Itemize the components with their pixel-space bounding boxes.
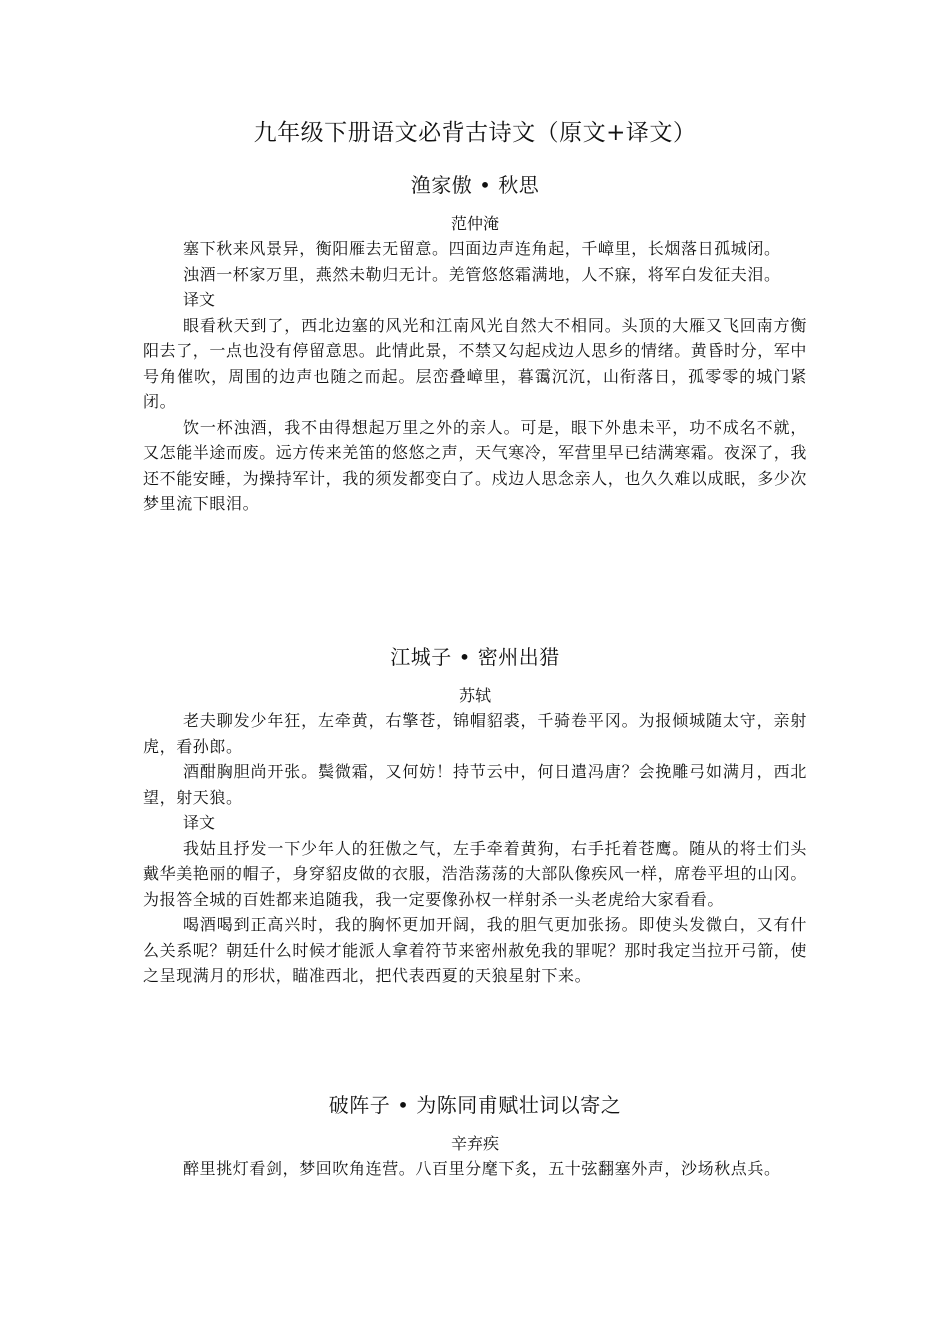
- translation-paragraph: 饮一杯浊酒，我不由得想起万里之外的亲人。可是，眼下外患未平，功不成名不就，又怎能半途而废。远方传来羌笛的悠悠之声，天气寒冷，军营里早已结满寒霜。夜深了，我还不能安睡，为操持军计，我的须发都变白了。戍边人思念亲人，也久久难以成眠，多少次梦里流下眼泪。: [143, 417, 808, 513]
- original-paragraph: 塞下秋来风景异，衡阳雁去无留意。四面边声连角起，千嶂里，长烟落日孤城闭。: [183, 239, 781, 258]
- poem-section-2: [143, 642, 807, 989]
- original-paragraph: 浊酒一杯家万里，燕然未勒归无计。羌管悠悠霜满地，人不寐，将军白发征夫泪。: [183, 264, 781, 284]
- original-paragraph: 酒酣胸胆尚开张。鬓微霜，又何妨！持节云中，何日遣冯唐？会挽雕弓如满月，西北望，射天狼。: [143, 762, 807, 807]
- poem-title: 渔家傲 • 秋思: [410, 173, 540, 197]
- poem-section-3: [143, 1090, 807, 1182]
- translation-paragraph: 喝酒喝到正高兴时，我的胸怀更加开阔，我的胆气更加张扬。即使头发微白，又有什么关系呢？朝廷什么时候才能派人拿着符节来密州赦免我的罪呢？那时我定当拉开弓箭，使之呈现满月的形状，瞄准西北，把代表西夏的天狼星射下来。: [143, 915, 808, 985]
- translation-label: 译文: [183, 290, 216, 309]
- document-title: 九年级下册语文必背古诗文（原文+译文）: [253, 120, 697, 146]
- translation-label: 译文: [183, 813, 216, 832]
- poem-author: 苏轼: [458, 686, 491, 705]
- poem-title: 江城子 • 密州出猎: [390, 645, 560, 669]
- poem-title: 破阵子 • 为陈同甫赋壮词以寄之: [328, 1093, 622, 1117]
- translation-paragraph: 眼看秋天到了，西北边塞的风光和江南风光自然大不相同。头顶的大雁又飞回南方衡阳去了，一点也没有停留意思。此情此景，不禁又勾起戍边人思乡的情绪。黄昏时分，军中号角催吹，周围的边声也随之而起。层峦叠嶂里，暮霭沉沉，山衔落日，孤零零的城门紧闭。: [143, 315, 808, 411]
- poem-section-1: [143, 170, 807, 517]
- poem-author: 辛弃疾: [450, 1134, 499, 1153]
- translation-paragraph: 我姑且抒发一下少年人的狂傲之气，左手牵着黄狗，右手托着苍鹰。随从的将士们头戴华美艳丽的帽子，身穿貂皮做的衣服，浩浩荡荡的大部队像疾风一样，席卷平坦的山冈。为报答全城的百姓都来追随我，我一定要像孙权一样射杀一头老虎给大家看看。: [143, 838, 808, 909]
- original-paragraph: 醉里挑灯看剑，梦回吹角连营。八百里分麾下炙，五十弦翻塞外声，沙场秋点兵。: [183, 1159, 781, 1178]
- original-paragraph: 老夫聊发少年狂，左牵黄，右擎苍，锦帽貂裘，千骑卷平冈。为报倾城随太守，亲射虎，看孙郎。: [143, 711, 807, 756]
- poem-author: 范仲淹: [450, 214, 499, 233]
